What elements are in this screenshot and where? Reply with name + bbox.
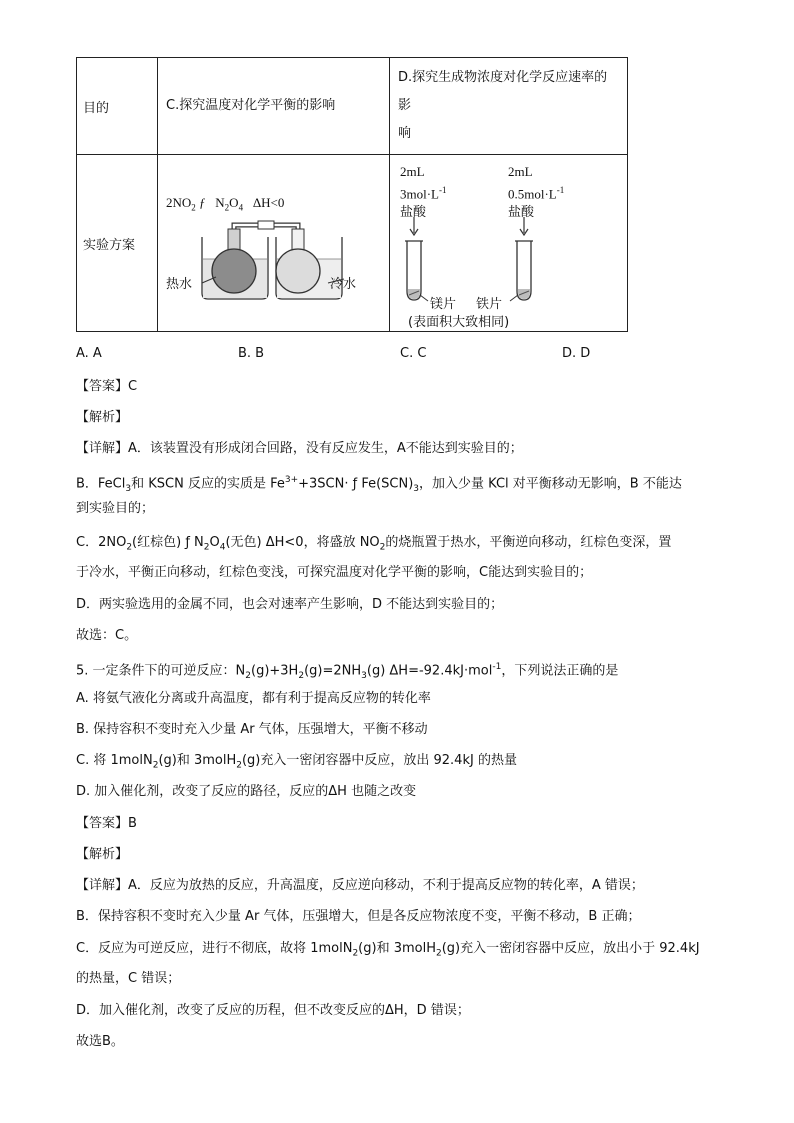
q5-stem: 5. 一定条件下的可逆反应：$N_2(g)+3H_2(g)=2NH_3(g)$ ΔH=-92.4kJ·mol$^{-1}$，下列说法正确的是 bbox=[76, 662, 619, 681]
test-tube-diagram bbox=[390, 155, 640, 331]
q4-detail-b2: 到实验目的； bbox=[76, 501, 155, 516]
q5-analysis: 【解析】 bbox=[76, 847, 129, 862]
q4-detail-c2: 于冷水，平衡正向移动，红棕色变浅，可探究温度对化学平衡的影响，C能达到实验目的； bbox=[76, 565, 593, 580]
choice-d: D. D bbox=[562, 346, 591, 361]
magnesium-label: 镁片 bbox=[430, 297, 457, 312]
right-reagent-label: 2mL $0.5mol\cdot L^{-1}$ 盐酸 bbox=[508, 164, 565, 220]
q5-detail-a: 【详解】A．反应为放热的反应，升高温度，反应逆向移动，不利于提高反应物的转化率，A 错误； bbox=[76, 878, 644, 893]
q4-detail-a: 【详解】A．该装置没有形成闭合回路，没有反应发生，A不能达到实验目的； bbox=[76, 441, 523, 456]
q5-conclusion: 故选B。 bbox=[76, 1034, 124, 1049]
q5-option-a: A. 将氨气液化分离或升高温度，都有利于提高反应物的转化率 bbox=[76, 691, 431, 706]
choice-c: C. C bbox=[400, 346, 427, 361]
q5-answer: 【答案】B bbox=[76, 816, 137, 831]
q5-detail-d: D．加入催化剂，改变了反应的历程，但不改变反应的ΔH，D 错误； bbox=[76, 1003, 470, 1018]
q5-option-b: B. 保持容积不变时充入少量 Ar 气体，压强增大，平衡不移动 bbox=[76, 722, 428, 737]
purpose-c: C.探究温度对化学平衡的影响 bbox=[158, 58, 390, 155]
q5-option-d: D. 加入催化剂，改变了反应的路径，反应的ΔH 也随之改变 bbox=[76, 784, 417, 799]
choice-a: A. A bbox=[76, 346, 102, 361]
q5-detail-c1: C．反应为可逆反应，进行不彻底，故将 1molN$_2$(g)和 3molH$_2$(g)充入一密闭容器中反应，放出小于 92.4kJ bbox=[76, 941, 700, 959]
iron-label: 铁片 bbox=[476, 297, 503, 312]
q4-conclusion: 故选：C。 bbox=[76, 628, 138, 643]
figure-d-cell bbox=[390, 155, 628, 332]
q4-answer: 【答案】C bbox=[76, 379, 138, 394]
purpose-d: D.探究生成物浓度对化学反应速率的影 响 bbox=[390, 58, 628, 155]
q4-detail-b1: B．FeCl$_3$和 KSCN 反应的实质是 $Fe^{3+}+3SCN\cdot$ ƒ $Fe(SCN)_3$，加入少量 KCl 对平衡移动无影响，B 不能达 bbox=[76, 475, 682, 494]
scheme-label: 实验方案 bbox=[77, 155, 158, 332]
figure-c-cell bbox=[158, 155, 390, 332]
left-reagent-label: 2mL $3mol\cdot L^{-1}$ 盐酸 bbox=[400, 164, 447, 220]
q5-detail-c2: 的热量，C 错误； bbox=[76, 971, 181, 986]
figure-d bbox=[390, 155, 627, 331]
q5-detail-b: B．保持容积不变时充入少量 Ar 气体，压强增大，但是各反应物浓度不变，平衡不移动，B 正确； bbox=[76, 909, 641, 924]
experiment-table bbox=[76, 57, 628, 332]
flask-apparatus-diagram bbox=[158, 155, 371, 331]
cold-water-label: 冷水 bbox=[330, 277, 357, 292]
q5-option-c: C. 将 1molN$_2$(g)和 3molH$_2$(g)充入一密闭容器中反应，放出 92.4kJ 的热量 bbox=[76, 753, 517, 771]
equation-label: $2NO_2$ ƒ $N_2O_4$ ΔH<0 bbox=[166, 195, 285, 213]
header-label: 目的 bbox=[77, 58, 158, 155]
hot-water-label: 热水 bbox=[166, 277, 193, 292]
figure-c bbox=[158, 155, 389, 331]
choice-b: B. B bbox=[238, 346, 265, 361]
surface-note: (表面积大致相同) bbox=[408, 315, 510, 330]
q4-detail-d: D．两实验选用的金属不同，也会对速率产生影响，D 不能达到实验目的； bbox=[76, 597, 504, 612]
q4-detail-c1: C．$2NO_2$(红棕色) ƒ $N_2O_4$(无色) ΔH<0，将盛放 $NO_2$的烧瓶置于热水，平衡逆向移动，红棕色变深，置 bbox=[76, 535, 672, 553]
q4-analysis: 【解析】 bbox=[76, 410, 129, 425]
